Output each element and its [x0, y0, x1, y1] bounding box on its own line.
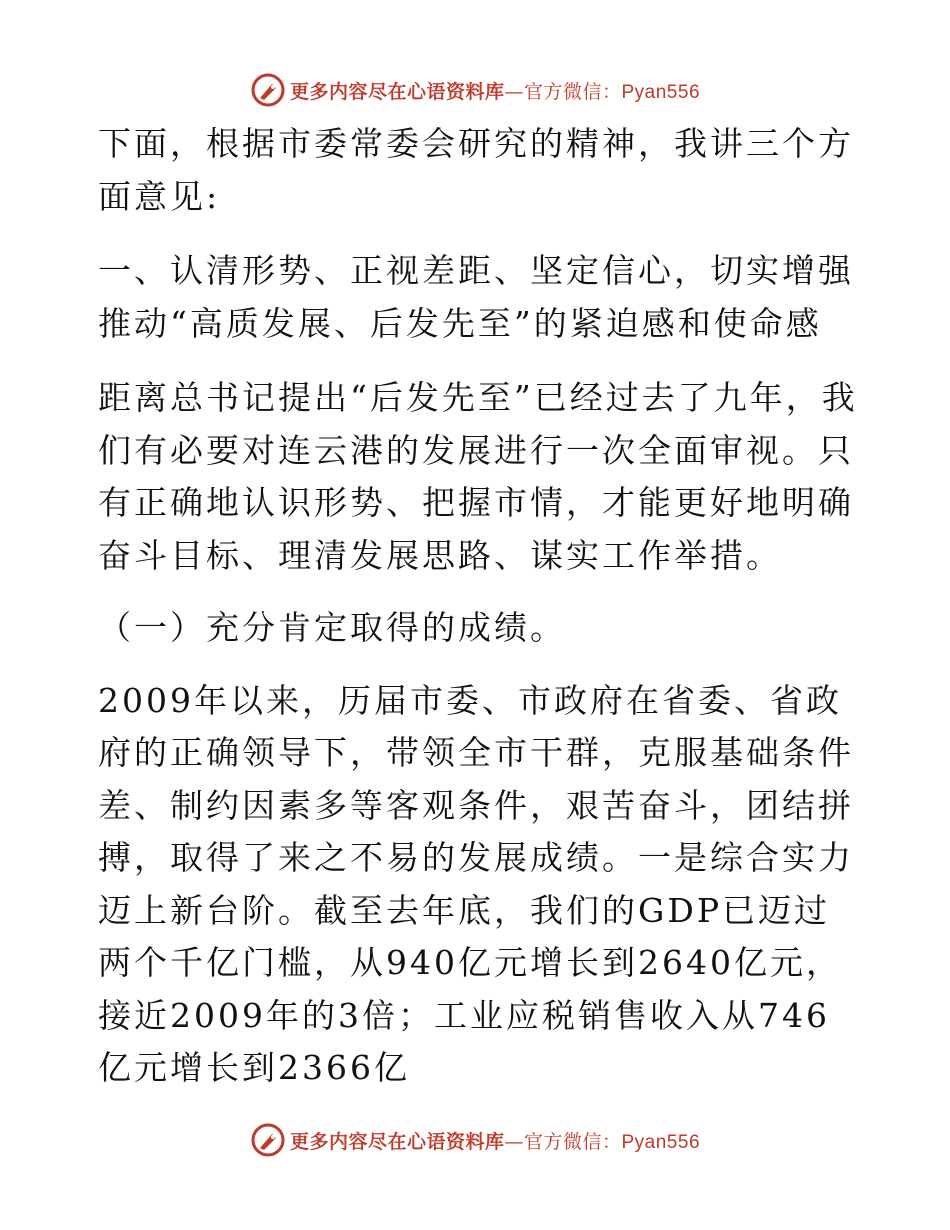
banner-separator: —	[504, 1130, 524, 1153]
subsection-heading-1: （一）充分肯定取得的成绩。	[98, 608, 566, 647]
document-body	[98, 118, 858, 1095]
paragraph-achievements: 2009年以来，历届市委、市政府在省委、省政府的正确领导下，带领全市干群，克服基础条件差、制约因素多等客观条件，艰苦奋斗，团结拼搏，取得了来之不易的发展成绩。一是综合实力迈上新台阶。截至去年底，我们的GDP已迈过两个千亿门槛，从940亿元增长到2640亿元，接近2009年的3倍；工业应税销售收入从746亿元增长到2366亿	[98, 680, 854, 1087]
footer-banner	[0, 1118, 950, 1162]
banner-separator: —	[504, 80, 524, 103]
banner-wechat-text: 官方微信：Pyan556	[524, 81, 701, 103]
section-heading-1: 一、认清形势、正视差距、坚定信心，切实增强推动“高质发展、后发先至”的紧迫感和使命感	[98, 251, 854, 343]
paragraph-intro: 下面，根据市委常委会研究的精神，我讲三个方面意见:	[98, 124, 854, 216]
banner-wechat-text: 官方微信：Pyan556	[524, 1131, 701, 1153]
banner-main-text: 更多内容尽在心语资料库	[289, 80, 505, 103]
banner-text	[290, 1127, 700, 1154]
paragraph-review: 距离总书记提出“后发先至”已经过去了九年，我们有必要对连云港的发展进行一次全面审视。只有正确地认识形势、把握市情，才能更好地明确奋斗目标、理清发展思路、谋实工作举措。	[98, 378, 858, 575]
pen-nib-circle-icon	[250, 1122, 286, 1158]
banner-text	[290, 77, 700, 104]
header-banner	[0, 68, 950, 112]
pen-nib-circle-icon	[250, 72, 286, 108]
banner-main-text: 更多内容尽在心语资料库	[289, 1130, 505, 1153]
